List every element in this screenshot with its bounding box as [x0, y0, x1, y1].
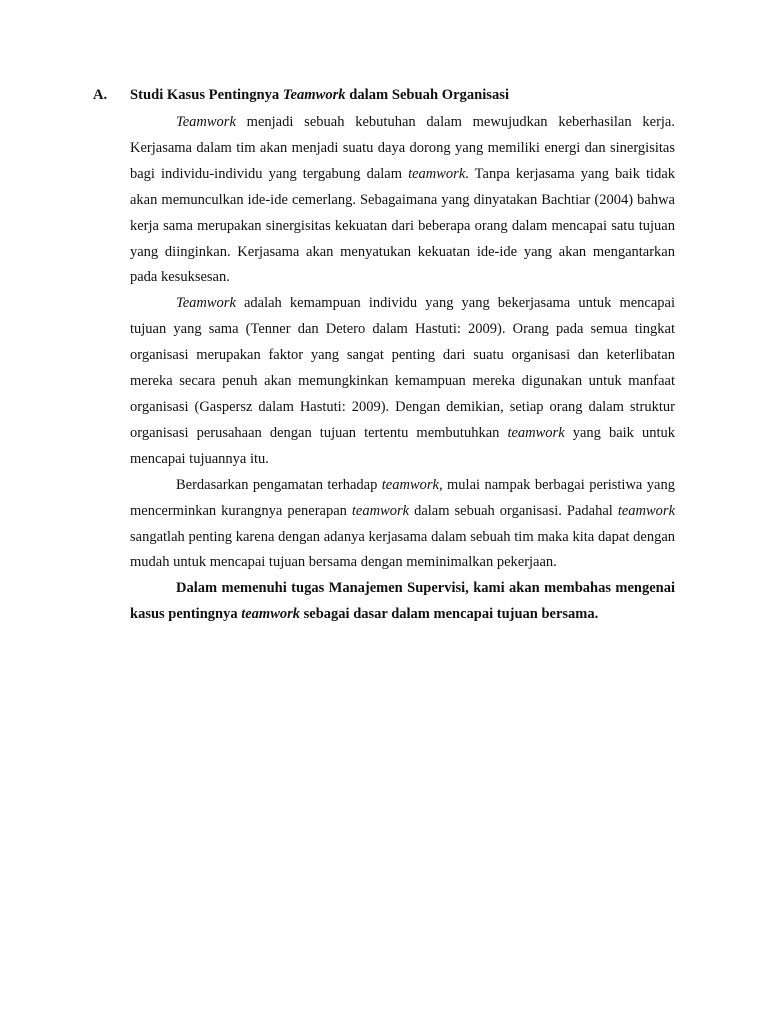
paragraph-text: . Tanpa kerjasama yang baik tidak akan memunculkan ide-ide cemerlang. Sebagaimana yang dinyatakan Bachtiar (2004) bahwa kerja sama merupakan sinergisitas kekuatan dari beberapa orang dalam mencapai satu tujuan yang diinginkan. Kerjasama akan menyatukan kekuatan ide-ide yang akan mengantarkan pada kesuksesan.: [130, 165, 676, 286]
italic-term: teamwork: [408, 165, 466, 182]
italic-term: teamwork,: [381, 476, 443, 493]
heading-text-1: Studi Kasus Pentingnya: [130, 87, 283, 103]
italic-term: teamwork: [617, 502, 675, 519]
heading-text-2: dalam Sebuah Organisasi: [345, 87, 510, 103]
paragraph-4: [130, 576, 675, 628]
paragraph-text: sangatlah penting karena dengan adanya kerjasama dalam sebuah tim maka kita dapat dengan mudah untuk mencapai tujuan bersama dengan meminimalkan pekerjaan.: [130, 528, 675, 571]
section-heading: [93, 85, 693, 105]
paragraph-text: yang baik untuk mencapai tujuannya itu.: [130, 424, 675, 467]
italic-term: teamwork: [507, 424, 565, 441]
document-body: [130, 110, 675, 628]
paragraph-3: [130, 473, 675, 577]
paragraph-2: [130, 291, 675, 472]
paragraph-text: adalah kemampuan individu yang yang bekerjasama untuk mencapai tujuan yang sama (Tenner dan Detero dalam Hastuti: 2009). Orang pada semua tingkat organisasi merupakan faktor yang sangat penting dari suatu organisasi dan keterlibatan mereka secara penuh akan memungkinkan kemampuan mereka digunakan untuk manfaat organisasi (Gaspersz dalam Hastuti: 2009). Dengan demikian, setiap orang dalam struktur organisasi perusahaan dengan tujuan tertentu membutuhkan: [130, 295, 675, 441]
italic-term: teamwork: [351, 502, 410, 519]
section-letter: A.: [93, 87, 108, 103]
paragraph-text: menjadi sebuah kebutuhan dalam mewujudkan keberhasilan kerja. Kerjasama dalam tim akan menjadi suatu daya dorong yang memiliki energi dan sinergisitas bagi individu-individu yang tergabung dalam: [130, 114, 675, 182]
paragraph-text: Dalam memenuhi tugas Manajemen Supervisi, kami akan membahas mengenai kasus pentingnya: [130, 580, 675, 623]
paragraph-text: sebagai dasar dalam mencapai tujuan bersama.: [300, 606, 599, 623]
paragraph-text: Berdasarkan pengamatan terhadap: [176, 476, 382, 493]
heading-text-italic: Teamwork: [282, 87, 346, 103]
italic-term: Teamwork: [176, 114, 236, 130]
paragraph-text: mulai nampak berbagai peristiwa yang mencerminkan kurangnya penerapan: [130, 476, 675, 519]
italic-term: teamwork: [241, 606, 301, 623]
paragraph-1: [130, 110, 675, 291]
italic-term: Teamwork: [176, 295, 236, 312]
paragraph-text: dalam sebuah organisasi. Padahal: [409, 502, 618, 519]
